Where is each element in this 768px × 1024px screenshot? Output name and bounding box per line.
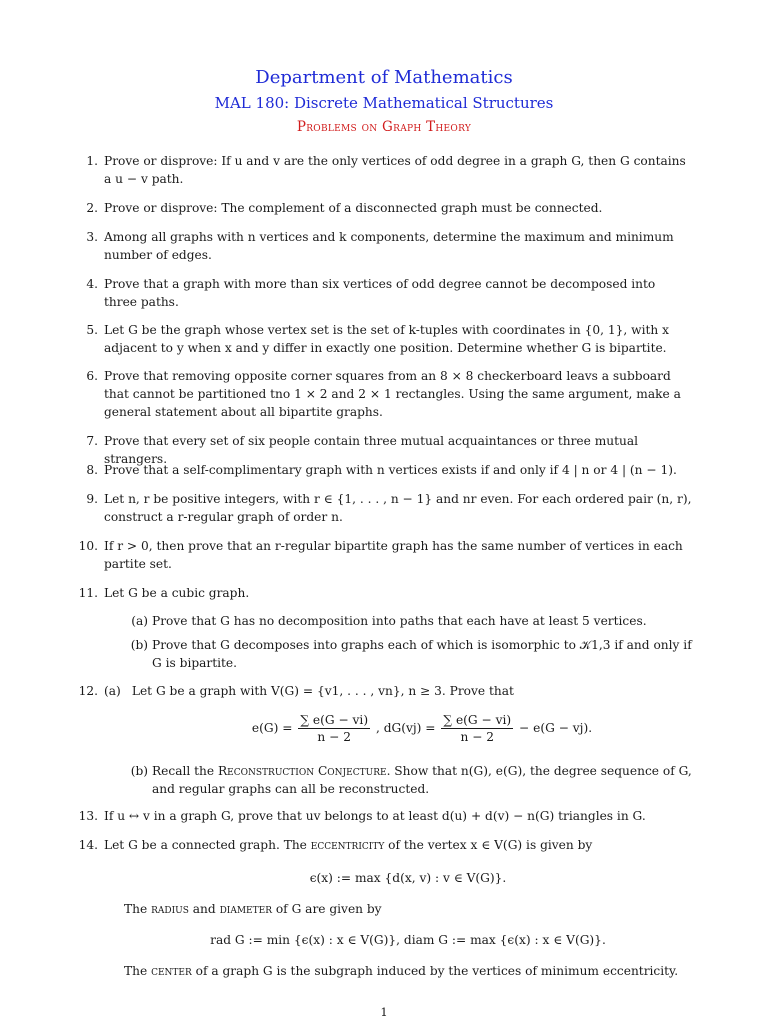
problem-number: 3.: [86, 230, 98, 244]
eq-fraction-1: [298, 712, 370, 745]
problem-5: [86, 321, 692, 357]
problem-6: [86, 367, 692, 421]
center-term: center: [151, 964, 192, 978]
problem-3: [86, 228, 692, 264]
eq-lhs: e(G) =: [251, 721, 293, 735]
eq-fraction-2: [441, 712, 513, 745]
problem-number: 6.: [86, 369, 98, 383]
problem-12b: [130, 762, 692, 798]
problem-number: 7.: [86, 434, 98, 448]
problem-text: If r > 0, then prove that an r-regular bipartite graph has the same number of vertices in each partite set.: [104, 539, 683, 571]
problem-text-2: of the vertex x ∈ V(G) is given by: [384, 838, 593, 852]
part-text: Prove that G decomposes into graphs each of which is isomorphic to 𝒦1,3 if and only if G is bipartite.: [152, 638, 692, 670]
problem-2: [86, 199, 692, 217]
problem-text: Let n, r be positive integers, with r ∈ {1, . . . , n − 1} and nr even. For each ordered pair (n, r), construct a r-regular graph of order n.: [104, 492, 692, 524]
problem-4: [86, 275, 692, 311]
problem-text: Let G be the graph whose vertex set is the set of k-tuples with coordinates in {0, 1}, with x adjacent to y when x and y differ in exactly one position. Determine whether G is bipartite.: [104, 323, 669, 355]
problem-text: Prove that removing opposite corner squares from an 8 × 8 checkerboard leavs a subboard that cannot be partitioned tno 1 × 2 and 2 × 1 rectangles. Using the same argument, make a general statement about all bipartite graphs.: [104, 369, 681, 419]
course-title: MAL 180: Discrete Mathematical Structures: [214, 94, 554, 112]
problem-14: [78, 836, 692, 854]
part-text: Prove that G has no decomposition into paths that each have at least 5 vertices.: [152, 614, 647, 628]
part-text-2: . Show that n(G), e(G), the degree sequence of G, and regular graphs can all be reconstructed.: [152, 764, 692, 796]
problem-11a: [131, 612, 692, 630]
eq-middle: , dG(vj) =: [375, 721, 436, 735]
radius-diameter-equation: rad G := min {ϵ(x) : x ∈ V(G)}, diam G := max {ϵ(x) : x ∈ V(G)}.: [210, 933, 606, 947]
problem-number: 10.: [78, 539, 98, 553]
problem-12-equation: [152, 712, 692, 745]
page-number: 1: [380, 1005, 388, 1019]
part-label: (b): [130, 764, 148, 778]
problem-text-1: Let G be a connected graph. The: [104, 838, 311, 852]
problem-number: 12.: [78, 684, 98, 698]
part-label: (a): [104, 684, 121, 698]
part-label: (b): [130, 638, 148, 652]
problem-text: Let G be a cubic graph.: [104, 586, 250, 600]
problem-number: 14.: [78, 838, 98, 852]
problem-number: 13.: [78, 809, 98, 823]
problem-text: Among all graphs with n vertices and k components, determine the maximum and minimum number of edges.: [104, 230, 674, 262]
eq-denominator: n − 2: [460, 730, 495, 744]
problem-number: 2.: [86, 201, 98, 215]
problem-1: [86, 152, 692, 188]
eq-numerator: ∑ e(G − vi): [300, 713, 369, 727]
radius-diameter-intro: The radius and diameter of G are given by: [124, 902, 382, 916]
eq-denominator: n − 2: [317, 730, 351, 744]
problem-text: Prove or disprove: The complement of a disconnected graph must be connected.: [104, 201, 603, 215]
problem-number: 11.: [78, 586, 98, 600]
part-label: (a): [131, 614, 148, 628]
problem-11b: [130, 636, 692, 672]
problem-set-title: Problems on Graph Theory: [296, 119, 472, 135]
radius-term: radius: [151, 902, 189, 916]
problem-number: 9.: [86, 492, 98, 506]
reconstruction-conjecture-term: Reconstruction Conjecture: [217, 764, 387, 778]
problem-text: Prove that every set of six people contain three mutual acquaintances or three mutual strangers.: [104, 434, 639, 466]
eccentricity-equation: ϵ(x) := max {d(x, v) : v ∈ V(G)}.: [309, 871, 507, 885]
problem-9: [86, 490, 692, 526]
problem-number: 8.: [86, 463, 98, 477]
diameter-term: diameter: [219, 902, 272, 916]
department-title: Department of Mathematics: [255, 67, 513, 88]
problem-number: 5.: [86, 323, 98, 337]
problem-12: [78, 682, 692, 700]
center-definition: The center of a graph G is the subgraph induced by the vertices of minimum eccentricity.: [124, 964, 679, 978]
problem-11: [78, 584, 692, 602]
part-text-1: Recall the: [152, 764, 218, 778]
problem-text: If u ↔ v in a graph G, prove that uv belongs to at least d(u) + d(v) − n(G) triangles in G.: [104, 809, 646, 823]
eq-numerator: ∑ e(G − vi): [443, 713, 512, 727]
problem-13: [78, 807, 692, 825]
problem-text: Prove or disprove: If u and v are the only vertices of odd degree in a graph G, then G contains a u − v path.: [104, 154, 686, 186]
problem-number: 1.: [86, 154, 98, 168]
eccentricity-term: eccentricity: [310, 838, 385, 852]
problem-10: [78, 537, 692, 573]
problem-number: 4.: [86, 277, 98, 291]
eq-tail: − e(G − vj).: [519, 721, 593, 735]
problem-8: [86, 461, 692, 479]
problem-text: Prove that a graph with more than six vertices of odd degree cannot be decomposed into three paths.: [104, 277, 656, 309]
problem-text: Prove that a self-complimentary graph with n vertices exists if and only if 4 | n or 4 | (n − 1).: [104, 463, 677, 477]
part-text: Let G be a graph with V(G) = {v1, . . . , vn}, n ≥ 3. Prove that: [131, 684, 514, 698]
